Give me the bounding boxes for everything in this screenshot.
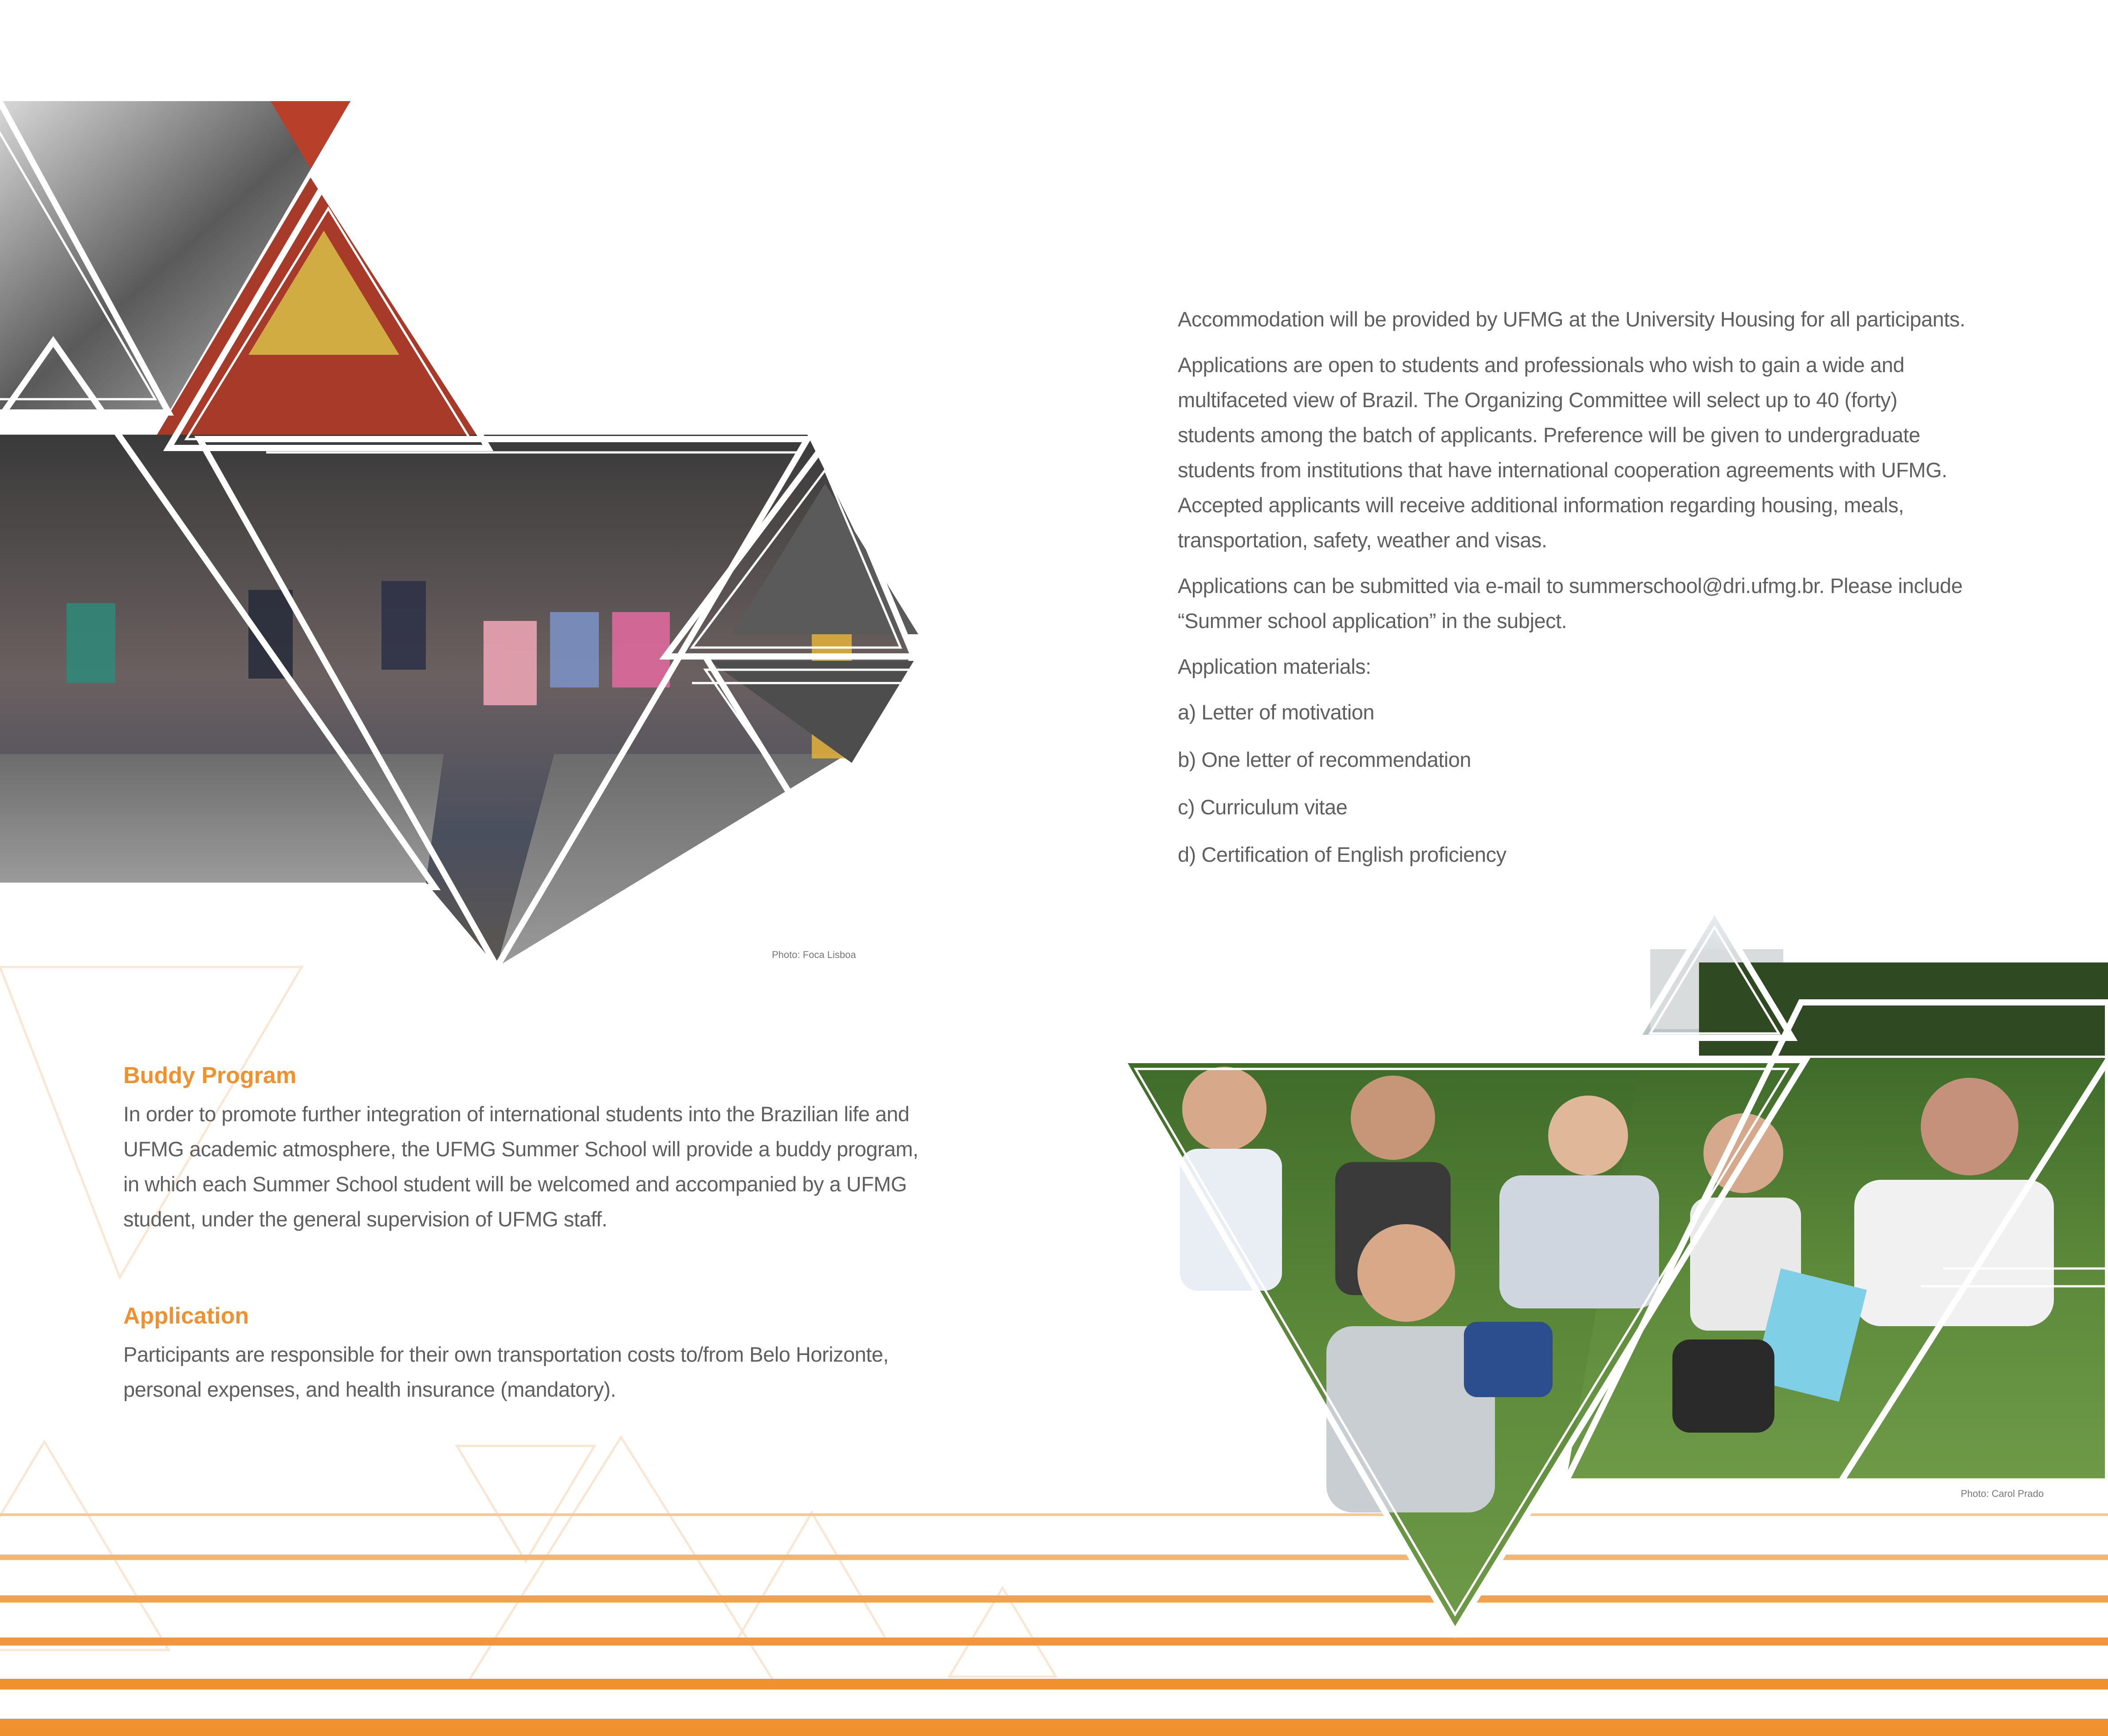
application-body: Participants are responsible for their own transportation costs to/from Belo Horizonte, personal expenses, and health insurance (mandatory). [123, 1343, 889, 1401]
materials-list [1178, 695, 1967, 872]
submission-paragraph: Applications can be submitted via e-mail to summerschool@dri.ufmg.br. Please include “Summer school application” in the subject. [1178, 574, 1963, 632]
application-heading: Application [123, 1303, 249, 1329]
accommodation-paragraph: Accommodation will be provided by UFMG at the University Housing for all participants. [1178, 307, 1966, 331]
photo-credit-top: Photo: Foca Lisboa [772, 949, 856, 960]
application-section [123, 1300, 922, 1418]
buddy-program-heading: Buddy Program [123, 1063, 297, 1088]
materials-heading: Application materials: [1178, 655, 1371, 678]
list-item: c) Curriculum vitae [1178, 795, 1348, 819]
buddy-program-section [123, 1060, 922, 1247]
buddy-program-body: In order to promote further integration of international students into the Brazilian life and UFMG academic atmosphere, the UFMG Summer School will provide a buddy program, in which each Summer School student will be welcomed and accompanied by a UFMG student, under the general supervision of UFMG staff. [123, 1102, 919, 1231]
eligibility-paragraph: Applications are open to students and professionals who wish to gain a wide and multifaceted view of Brazil. The Organizing Committee will select up to 40 (forty) students among the batch of applicants. Preference will be given to undergraduate students from institutions that have international cooperation agreements with UFMG. Accepted applicants will receive additional information regarding housing, meals, transportation, safety, weather and visas. [1178, 353, 1947, 552]
list-item: b) One letter of recommendation [1178, 748, 1471, 771]
accommodation-and-application-info [1178, 302, 1967, 884]
list-item: a) Letter of motivation [1178, 700, 1375, 724]
photo-credit-bottom: Photo: Carol Prado [1961, 1488, 2044, 1499]
list-item: d) Certification of English proficiency [1178, 843, 1506, 866]
